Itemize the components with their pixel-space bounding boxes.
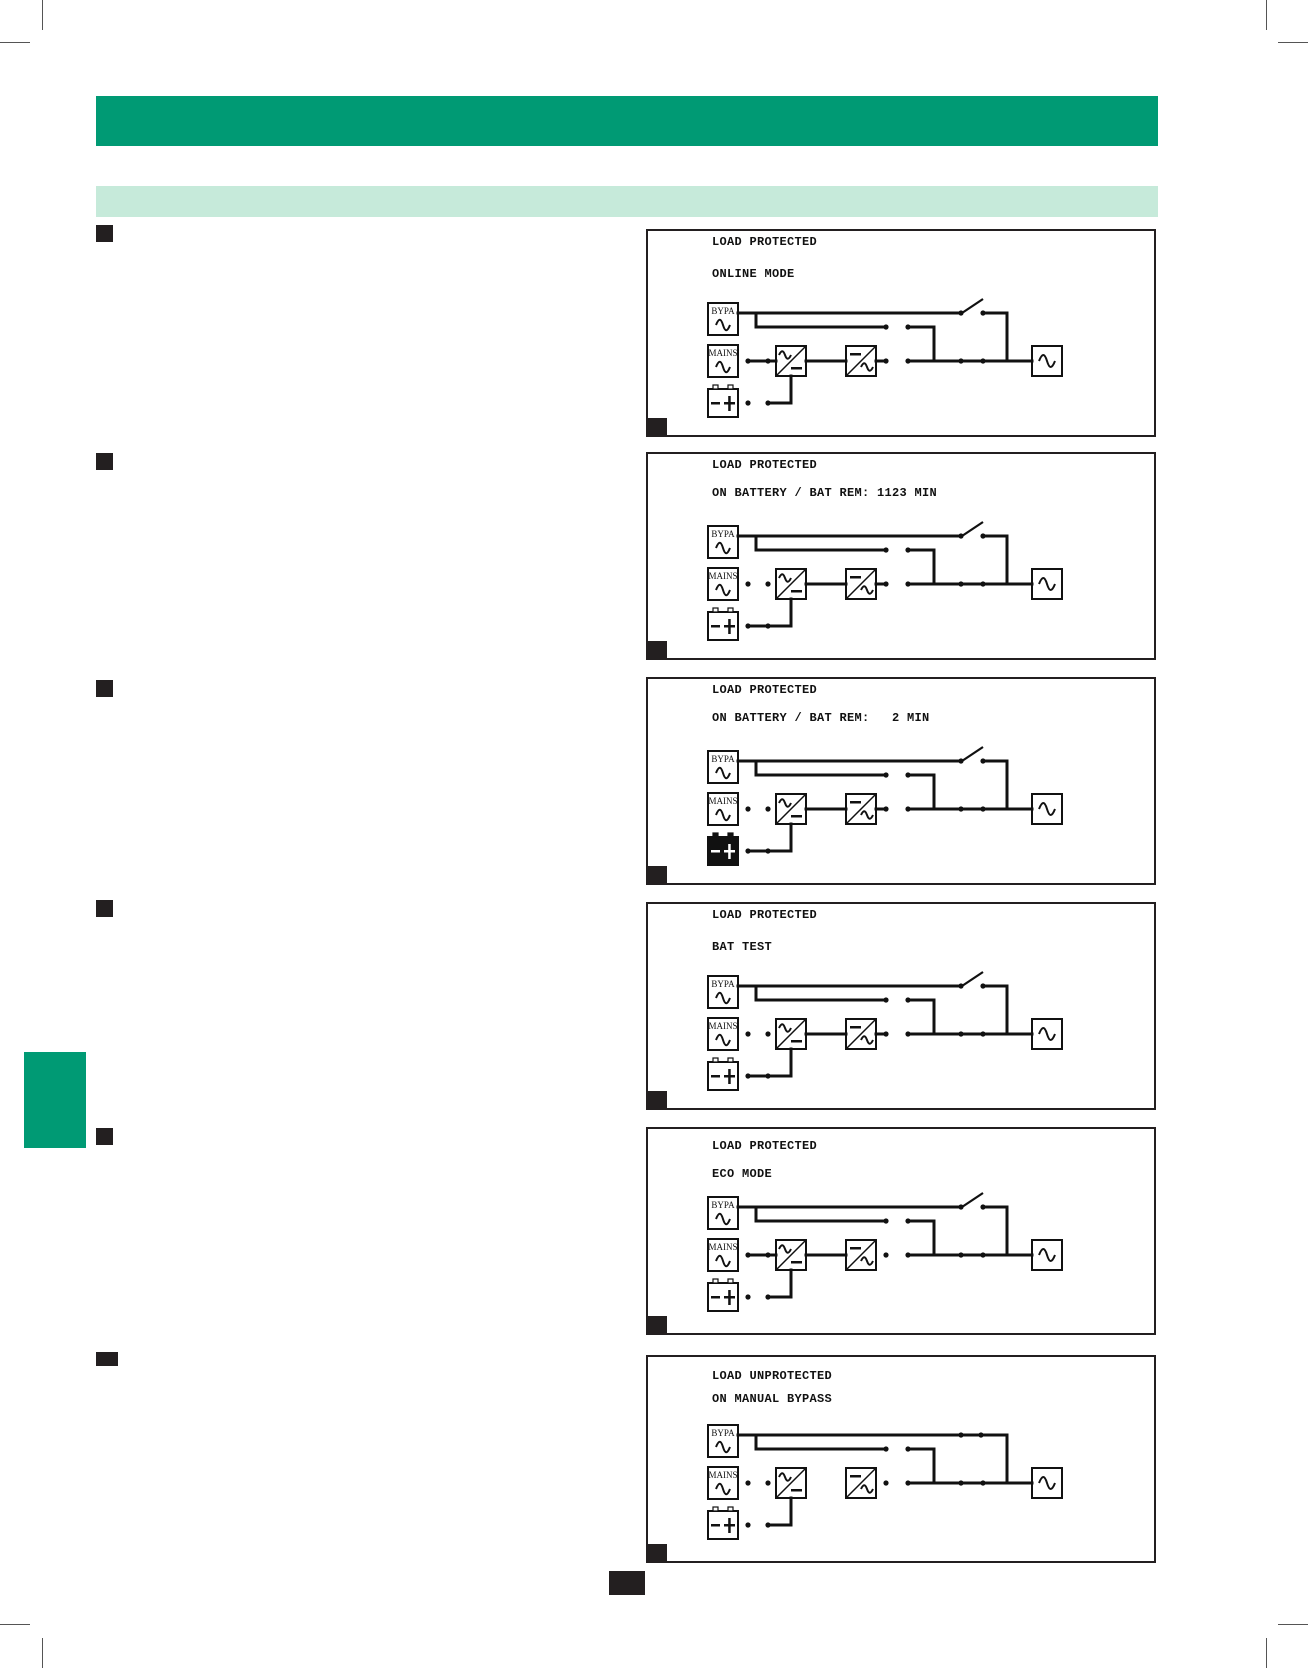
junction-dot <box>883 997 888 1002</box>
junction-dot <box>883 547 888 552</box>
junction-dot <box>883 1446 888 1451</box>
bypass-label: BYPA <box>711 1200 735 1210</box>
section-bullet <box>96 1128 113 1145</box>
ups-flow-diagram <box>648 679 1154 883</box>
dc-bar <box>850 1475 861 1478</box>
dc-bar <box>850 1247 861 1250</box>
junction-dot <box>958 358 963 363</box>
junction-dot <box>765 806 770 811</box>
ups-flow-diagram <box>648 1129 1154 1333</box>
crop-mark <box>1278 1624 1308 1625</box>
bypass-switch-icon <box>962 972 983 986</box>
battery-plus-v <box>728 844 731 859</box>
status-panel-online <box>646 229 1156 437</box>
junction-dot <box>980 1031 985 1036</box>
battery-minus <box>711 402 720 405</box>
panel-corner-tab <box>648 418 667 435</box>
junction-dot <box>883 1252 888 1257</box>
junction-dot <box>978 1432 983 1437</box>
junction-dot <box>980 1480 985 1485</box>
panel-corner-tab <box>648 1316 667 1333</box>
battery-terminal <box>713 608 718 612</box>
section-bullet <box>96 900 113 917</box>
dc-bar <box>850 353 861 356</box>
section-bullet <box>96 453 113 470</box>
panel-line-1: LOAD UNPROTECTED <box>712 1369 833 1383</box>
mains-label: MAINS <box>708 1470 738 1480</box>
panel-line-1: LOAD PROTECTED <box>712 458 818 472</box>
bypass-label: BYPA <box>711 1428 735 1438</box>
dc-bar <box>791 590 802 593</box>
panel-line-2: ON MANUAL BYPASS <box>712 1392 833 1406</box>
junction-dot <box>765 1252 770 1257</box>
battery-plus-v <box>728 396 731 411</box>
battery-terminal <box>713 1279 718 1283</box>
battery-plus-v <box>728 1290 731 1305</box>
bypass-label: BYPA <box>711 529 735 539</box>
chapter-side-tab <box>24 1052 86 1148</box>
junction-dot <box>980 1252 985 1257</box>
bypass-switch-icon <box>962 747 983 761</box>
bypass-switch-icon <box>962 299 983 313</box>
junction-dot <box>765 581 770 586</box>
panel-line-1: LOAD PROTECTED <box>712 235 818 249</box>
junction-dot <box>745 806 750 811</box>
status-panel-eco <box>646 1127 1156 1335</box>
junction-dot <box>958 1432 963 1437</box>
battery-terminal <box>728 1279 733 1283</box>
status-panel-battery-low <box>646 677 1156 885</box>
junction-dot <box>745 581 750 586</box>
battery-terminal <box>728 385 733 389</box>
junction-dot <box>883 1218 888 1223</box>
battery-minus <box>711 1524 720 1527</box>
crop-mark <box>1266 0 1267 30</box>
bypass-label: BYPA <box>711 306 735 316</box>
bypass-label: BYPA <box>711 979 735 989</box>
battery-minus <box>711 850 720 853</box>
panel-line-1: LOAD PROTECTED <box>712 908 818 922</box>
battery-terminal <box>713 385 718 389</box>
ups-flow-diagram <box>648 1357 1154 1561</box>
status-panel-battery <box>646 452 1156 660</box>
battery-plus-v <box>728 1069 731 1084</box>
panel-line-2: BAT TEST <box>712 940 773 954</box>
junction-dot <box>745 1480 750 1485</box>
status-panel-manual-bypass <box>646 1355 1156 1563</box>
status-panel-battery-test <box>646 902 1156 1110</box>
junction-dot <box>883 772 888 777</box>
battery-plus-v <box>728 619 731 634</box>
ups-flow-diagram <box>648 454 1154 658</box>
mains-label: MAINS <box>708 571 738 581</box>
battery-terminal <box>728 1507 733 1511</box>
junction-dot <box>958 1031 963 1036</box>
crop-mark <box>1278 42 1308 43</box>
junction-dot <box>883 1480 888 1485</box>
mains-label: MAINS <box>708 796 738 806</box>
subsection-header-bar <box>96 186 1158 217</box>
dc-bar <box>791 815 802 818</box>
panel-corner-tab <box>648 866 667 883</box>
junction-dot <box>765 1480 770 1485</box>
junction-dot <box>958 581 963 586</box>
ups-flow-diagram <box>648 904 1154 1108</box>
junction-dot <box>765 358 770 363</box>
battery-minus <box>711 1296 720 1299</box>
junction-dot <box>745 1294 750 1299</box>
battery-terminal <box>713 1058 718 1062</box>
panel-corner-tab <box>648 1091 667 1108</box>
panel-corner-tab <box>648 1544 667 1561</box>
junction-dot <box>980 581 985 586</box>
junction-dot <box>765 1031 770 1036</box>
junction-dot <box>980 358 985 363</box>
ups-flow-diagram <box>648 231 1154 435</box>
crop-mark <box>0 1624 30 1625</box>
panel-line-1: LOAD PROTECTED <box>712 1139 818 1153</box>
bypass-label: BYPA <box>711 754 735 764</box>
crop-mark <box>0 42 30 43</box>
section-bullet <box>96 1352 118 1366</box>
battery-minus <box>711 1075 720 1078</box>
crop-mark <box>1266 1638 1267 1668</box>
junction-dot <box>958 1480 963 1485</box>
dc-bar <box>850 1026 861 1029</box>
junction-dot <box>745 400 750 405</box>
battery-terminal <box>728 608 733 612</box>
junction-dot <box>745 1031 750 1036</box>
dc-bar <box>791 367 802 370</box>
panel-corner-tab <box>648 641 667 658</box>
dc-bar <box>791 1040 802 1043</box>
junction-dot <box>958 1252 963 1257</box>
junction-dot <box>883 324 888 329</box>
dc-bar <box>791 1261 802 1264</box>
section-bullet <box>96 225 113 242</box>
battery-terminal <box>728 1058 733 1062</box>
bypass-switch-icon <box>962 522 983 536</box>
crop-mark <box>42 0 43 30</box>
battery-terminal <box>713 833 718 837</box>
junction-dot <box>745 1522 750 1527</box>
panel-line-2: ECO MODE <box>712 1167 773 1181</box>
panel-line-2: ON BATTERY / BAT REM: 1123 MIN <box>712 486 938 500</box>
battery-terminal <box>713 1507 718 1511</box>
dc-bar <box>791 1489 802 1492</box>
junction-dot <box>958 806 963 811</box>
section-header-bar <box>96 96 1158 146</box>
mains-label: MAINS <box>708 1021 738 1031</box>
battery-terminal <box>728 833 733 837</box>
page-number-box <box>609 1571 645 1595</box>
battery-minus <box>711 625 720 628</box>
dc-bar <box>850 576 861 579</box>
dc-bar <box>850 801 861 804</box>
section-bullet <box>96 680 113 697</box>
panel-line-2: ONLINE MODE <box>712 267 795 281</box>
battery-plus-v <box>728 1518 731 1533</box>
junction-dot <box>980 806 985 811</box>
bypass-switch-icon <box>962 1193 983 1207</box>
mains-label: MAINS <box>708 348 738 358</box>
panel-line-1: LOAD PROTECTED <box>712 683 818 697</box>
panel-line-2: ON BATTERY / BAT REM: 2 MIN <box>712 711 930 725</box>
mains-label: MAINS <box>708 1242 738 1252</box>
crop-mark <box>42 1638 43 1668</box>
